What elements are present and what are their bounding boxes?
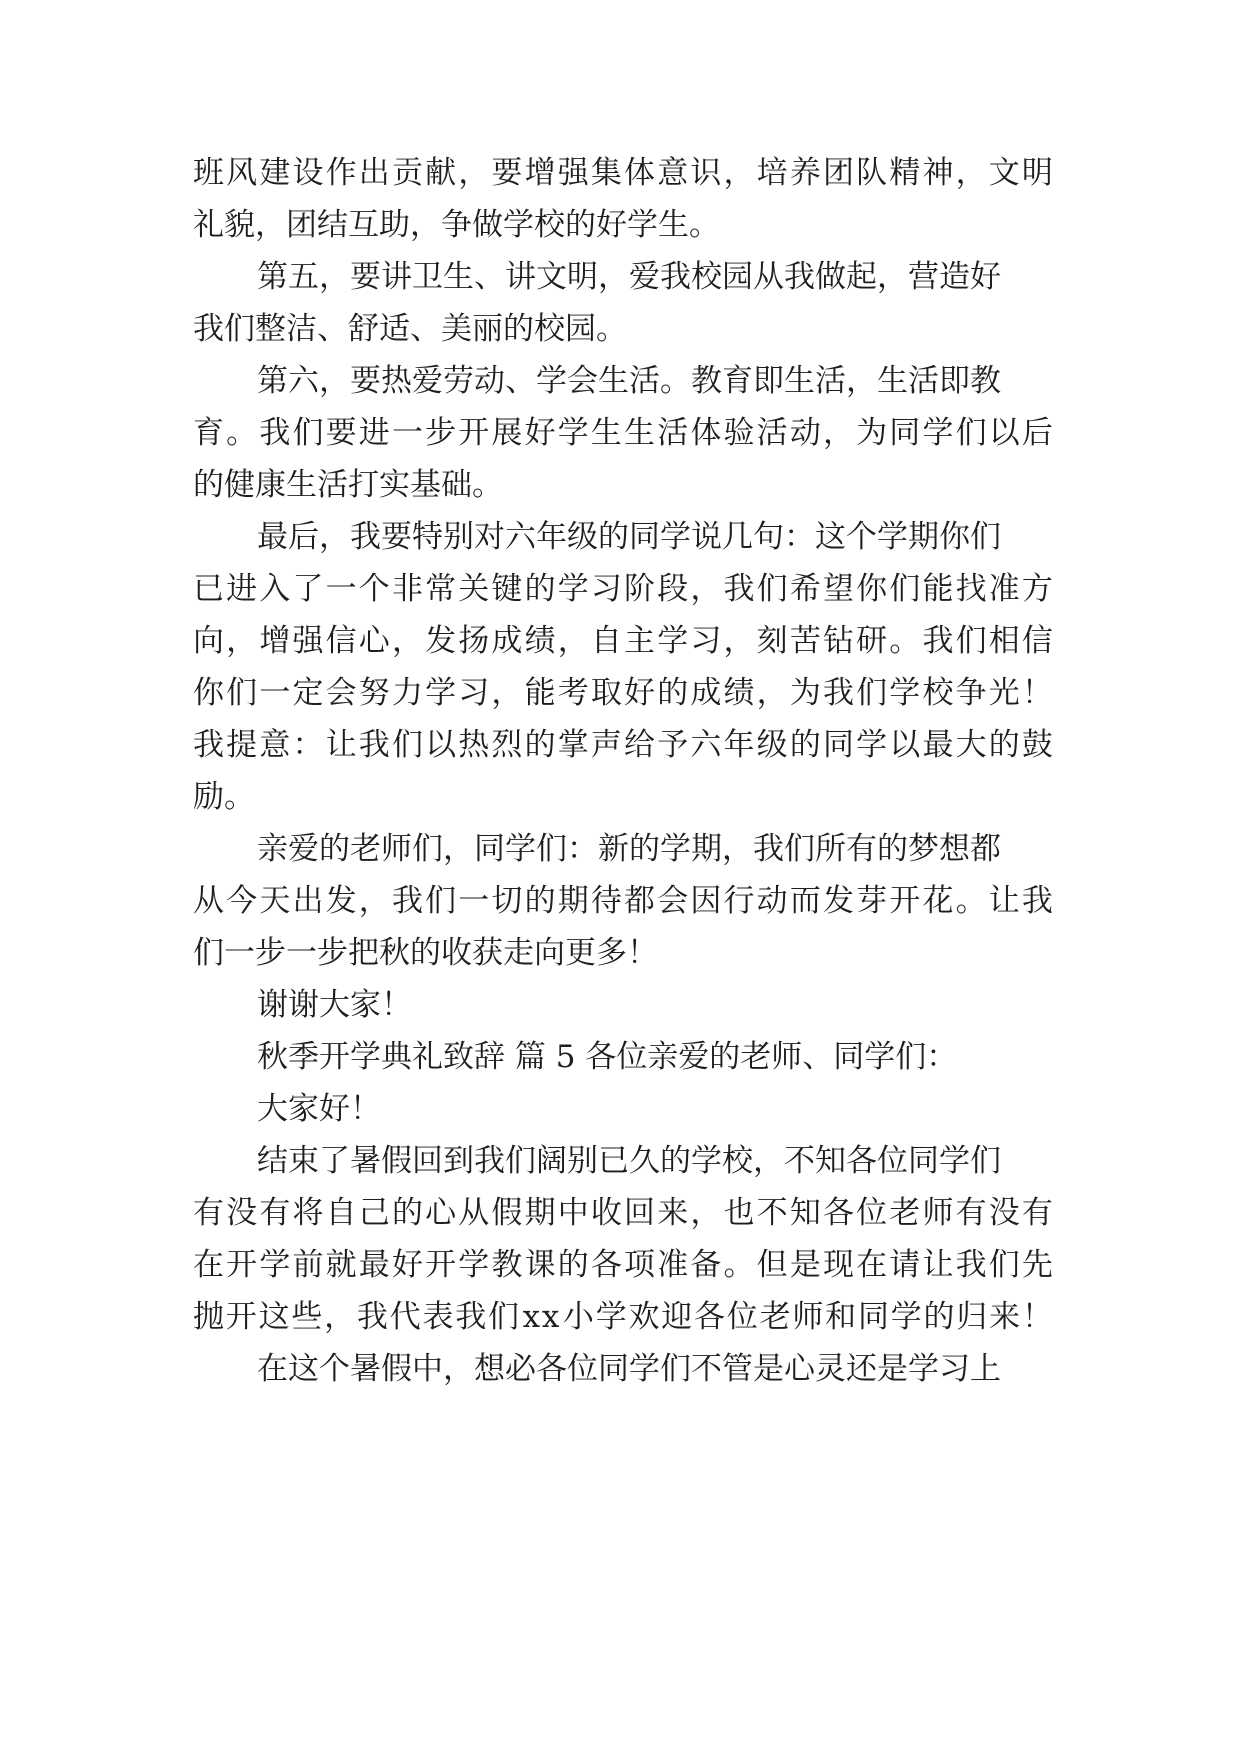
text-line: 育 。 我 们 要 进 一 步 开 展 好 学 生 生 活 体 验 活 动 ， 为 同 学 们 以 后 <box>193 415 1053 451</box>
paragraph-start: 谢谢大家！ <box>257 987 412 1023</box>
paragraph-start: 亲爱的老师们，同学们：新的学期，我们所有的梦想都 <box>257 831 1001 867</box>
section-heading: 秋季开学典礼致辞 篇 5 各位亲爱的老师、同学们： <box>257 1039 958 1075</box>
paragraph-start: 大家好！ <box>257 1091 381 1127</box>
paragraph-start: 结束了暑假回到我们阔别已久的学校，不知各位同学们 <box>257 1143 1001 1179</box>
text-line: 励。 <box>193 779 255 815</box>
paragraph-start: 第六，要热爱劳动、学会生活。教育即生活，生活即教 <box>257 363 1001 399</box>
text-line: 我们整洁、舒适、美丽的校园。 <box>193 311 627 347</box>
text-line: 班 风 建 设 作 出 贡 献 ， 要 增 强 集 体 意 识 ， 培 养 团 队 精 神 ， 文 明 <box>193 155 1053 191</box>
text-line: 抛 开 这 些 ， 我 代 表 我 们 x x 小 学 欢 迎 各 位 老 师 和 同 学 的 归 来 ！ <box>193 1299 1053 1335</box>
text-line: 已 进 入 了 一 个 非 常 关 键 的 学 习 阶 段 ， 我 们 希 望 你 们 能 找 准 方 <box>193 571 1053 607</box>
paragraph-start: 最后，我要特别对六年级的同学说几句：这个学期你们 <box>257 519 1001 555</box>
text-line: 有 没 有 将 自 己 的 心 从 假 期 中 收 回 来 ， 也 不 知 各 位 老 师 有 没 有 <box>193 1195 1053 1231</box>
text-line: 我 提 意 ： 让 我 们 以 热 烈 的 掌 声 给 予 六 年 级 的 同 学 以 最 大 的 鼓 <box>193 727 1053 763</box>
text-line: 从 今 天 出 发 ， 我 们 一 切 的 期 待 都 会 因 行 动 而 发 芽 开 花 。 让 我 <box>193 883 1053 919</box>
text-line: 们一步一步把秋的收获走向更多！ <box>193 935 658 971</box>
text-line: 在 开 学 前 就 最 好 开 学 教 课 的 各 项 准 备 。 但 是 现 在 请 让 我 们 先 <box>193 1247 1053 1283</box>
paragraph-start: 在这个暑假中，想必各位同学们不管是心灵还是学习上 <box>257 1351 1001 1387</box>
text-line: 的健康生活打实基础。 <box>193 467 503 503</box>
text-line: 向 ， 增 强 信 心 ， 发 扬 成 绩 ， 自 主 学 习 ， 刻 苦 钻 研 。 我 们 相 信 <box>193 623 1053 659</box>
paragraph-start: 第五，要讲卫生、讲文明，爱我校园从我做起，营造好 <box>257 259 1001 295</box>
text-line: 礼貌，团结互助，争做学校的好学生。 <box>193 207 720 243</box>
text-line: 你 们 一 定 会 努 力 学 习 ， 能 考 取 好 的 成 绩 ， 为 我 们 学 校 争 光 ！ <box>193 675 1053 711</box>
